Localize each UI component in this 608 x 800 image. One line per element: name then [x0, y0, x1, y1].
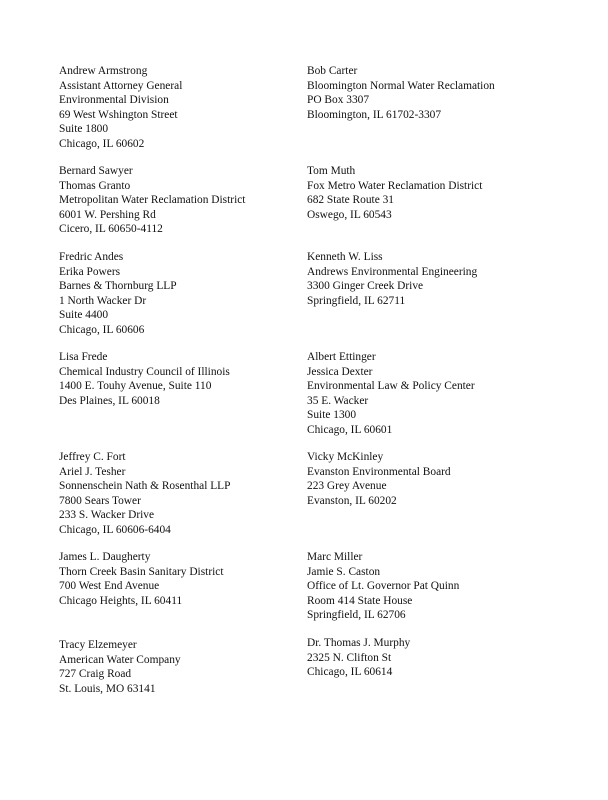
- address-line: 7800 Sears Tower: [59, 494, 141, 507]
- address-line: Chemical Industry Council of Illinois: [59, 365, 230, 378]
- address-line: Andrew Armstrong: [59, 65, 148, 77]
- address-line: Bloomington Normal Water Reclamation: [307, 79, 495, 92]
- address-line: Andrews Environmental Engineering: [307, 265, 478, 278]
- address-line: Environmental Division: [59, 94, 169, 106]
- address-line: Fredric Andes: [59, 251, 124, 263]
- address-line: Chicago, IL 60601: [307, 423, 393, 436]
- address-line: Suite 1300: [307, 409, 357, 421]
- address-line: Thorn Creek Basin Sanitary District: [59, 565, 224, 578]
- address-block: [307, 636, 557, 680]
- address-line: Metropolitan Water Reclamation District: [59, 194, 246, 206]
- address-block: [307, 450, 557, 508]
- address-line: Fox Metro Water Reclamation District: [307, 179, 483, 192]
- address-line: Dr. Thomas J. Murphy: [307, 637, 411, 649]
- address-block: [59, 638, 309, 696]
- address-block: [307, 250, 557, 308]
- address-block: [59, 350, 309, 408]
- address-line: Bob Carter: [307, 65, 358, 77]
- address-line: 682 State Route 31: [307, 194, 395, 206]
- address-line: 727 Craig Road: [59, 668, 132, 680]
- address-line: Chicago, IL 60602: [59, 137, 145, 150]
- address-line: Albert Ettinger: [307, 351, 376, 363]
- address-block: [59, 550, 309, 608]
- address-line: Tracy Elzemeyer: [59, 639, 137, 651]
- address-line: Springfield, IL 62706: [307, 609, 406, 621]
- address-line: Lisa Frede: [59, 351, 108, 363]
- address-block: [59, 250, 309, 337]
- address-line: Tom Muth: [307, 165, 356, 177]
- address-line: Thomas Granto: [59, 179, 131, 192]
- address-block: [59, 64, 309, 151]
- address-line: 6001 W. Pershing Rd: [59, 208, 156, 221]
- address-line: American Water Company: [59, 653, 181, 666]
- address-line: James L. Daugherty: [59, 551, 151, 563]
- address-block: [59, 164, 309, 237]
- address-block: [307, 164, 557, 222]
- address-line: 233 S. Wacker Drive: [59, 509, 155, 521]
- address-line: Vicky McKinley: [307, 451, 384, 463]
- address-line: Evanston, IL 60202: [307, 494, 397, 507]
- address-line: 1400 E. Touhy Avenue, Suite 110: [59, 380, 212, 392]
- address-line: Barnes & Thornburg LLP: [59, 280, 177, 292]
- address-line: Evanston Environmental Board: [307, 465, 451, 478]
- address-line: Marc Miller: [307, 551, 363, 563]
- address-line: Sonnenschein Nath & Rosenthal LLP: [59, 480, 231, 492]
- address-line: 2325 N. Clifton St: [307, 651, 392, 664]
- address-line: 69 West Wshington Street: [59, 108, 178, 121]
- address-block: [307, 550, 557, 623]
- address-line: Assistant Attorney General: [59, 79, 183, 92]
- address-line: Jeffrey C. Fort: [59, 451, 126, 463]
- address-line: Environmental Law & Policy Center: [307, 380, 475, 392]
- address-line: Chicago, IL 60614: [307, 666, 393, 678]
- address-line: Room 414 State House: [307, 594, 413, 607]
- address-line: 35 E. Wacker: [307, 394, 369, 407]
- address-block: [59, 450, 309, 537]
- address-line: Chicago Heights, IL 60411: [59, 594, 183, 607]
- address-line: Jamie S. Caston: [307, 565, 381, 578]
- address-line: Oswego, IL 60543: [307, 208, 392, 221]
- address-line: Springfield, IL 62711: [307, 294, 406, 307]
- address-line: Bloomington, IL 61702-3307: [307, 108, 442, 121]
- address-line: Chicago, IL 60606-6404: [59, 523, 171, 536]
- address-line: 700 West End Avenue: [59, 580, 160, 592]
- address-line: St. Louis, MO 63141: [59, 682, 156, 695]
- address-line: Suite 1800: [59, 123, 109, 135]
- address-line: 223 Grey Avenue: [307, 480, 387, 492]
- address-line: Jessica Dexter: [307, 365, 373, 378]
- address-line: Kenneth W. Liss: [307, 251, 383, 263]
- address-line: 1 North Wacker Dr: [59, 294, 147, 307]
- address-line: Chicago, IL 60606: [59, 323, 145, 336]
- address-line: Des Plaines, IL 60018: [59, 394, 160, 407]
- address-line: Ariel J. Tesher: [59, 465, 126, 478]
- address-line: Bernard Sawyer: [59, 165, 133, 177]
- address-line: 3300 Ginger Creek Drive: [307, 280, 424, 292]
- address-block: [307, 350, 557, 437]
- address-line: Cicero, IL 60650-4112: [59, 223, 163, 235]
- address-line: Suite 4400: [59, 309, 109, 321]
- address-line: Erika Powers: [59, 265, 121, 278]
- address-block: [307, 64, 557, 122]
- address-line: PO Box 3307: [307, 94, 370, 106]
- address-line: Office of Lt. Governor Pat Quinn: [307, 580, 460, 592]
